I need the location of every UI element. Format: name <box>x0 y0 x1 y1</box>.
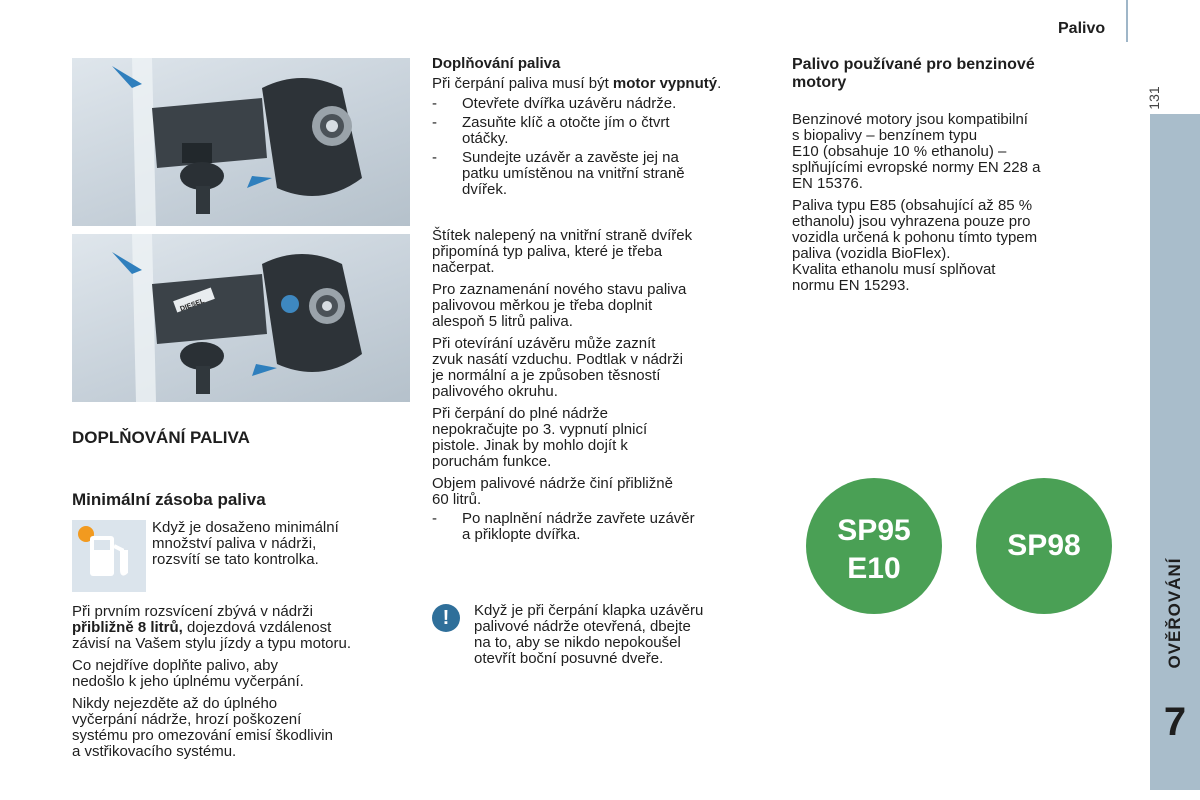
fuel-flap-photo-2 <box>72 234 410 402</box>
text-line: s biopalivy – benzínem typu <box>792 127 978 144</box>
text-line: závisí na Vašem stylu jízdy a typu motoru. <box>72 635 352 652</box>
paragraph-full-tank <box>432 406 777 470</box>
paragraph-biofuels <box>792 112 1137 192</box>
step-line: otáčky. <box>462 130 509 147</box>
middle-heading: Doplňování paliva <box>432 55 561 72</box>
text-line: pistole. Jinak by mohlo dojít k <box>432 437 628 454</box>
step-line: Sundejte uzávěr a zavěste jej na <box>462 149 679 166</box>
warning-line: Když je dosaženo minimální <box>152 519 339 536</box>
text-line: připomíná typ paliva, které je třeba <box>432 243 663 260</box>
text-line: Co nejdříve doplňte palivo, aby <box>72 657 278 674</box>
intro-text: Při čerpání paliva musí být <box>432 75 613 92</box>
step-line: dvířek. <box>462 181 508 198</box>
info-note <box>474 603 774 667</box>
text-line: normu EN 15293. <box>792 277 910 294</box>
paragraph-never-empty <box>72 696 417 760</box>
text-line: vyčerpání nádrže, hrozí poškození <box>72 711 302 728</box>
badge-line: E10 <box>847 552 901 585</box>
text-line: 60 litrů. <box>432 491 482 508</box>
step-dash: - <box>432 95 437 112</box>
step-item <box>432 511 777 543</box>
text-line: poruchám funkce. <box>432 453 552 470</box>
bold-amount: přibližně 8 litrů, <box>72 619 183 636</box>
warning-line: rozsvítí se tato kontrolka. <box>152 551 319 568</box>
text-line: palivové nádrže otevřená, dbejte <box>474 618 691 635</box>
fuel-flap-photo-1 <box>72 58 410 226</box>
paragraph-label <box>432 228 777 276</box>
text-line: načerpat. <box>432 259 495 276</box>
text-line: Když je při čerpání klapka uzávěru <box>474 602 704 619</box>
section-title: Palivo <box>1058 20 1106 37</box>
step-line: Po naplnění nádrže zavřete uzávěr <box>462 510 695 527</box>
middle-column <box>432 56 777 546</box>
text-line: E10 (obsahuje 10 % ethanolu) – <box>792 143 1007 160</box>
text-line: EN 15376. <box>792 175 863 192</box>
text-line: je normální a je způsoben těsností <box>432 367 661 384</box>
step-item <box>432 150 777 198</box>
subheading-min-reserve: Minimální zásoba paliva <box>72 490 266 509</box>
exclamation-info-icon: ! <box>432 604 460 632</box>
text-line-mixed: přibližně 8 litrů, dojezdová vzdálenost <box>72 619 332 636</box>
text-line: Benzinové motory jsou kompatibilní <box>792 111 1028 128</box>
text-line: Při prvním rozsvícení zbývá v nádrži <box>72 603 313 620</box>
text-line: vozidla určená k pohonu tímto typem <box>792 229 1038 246</box>
step-dash: - <box>432 510 437 527</box>
fuel-warning-lamp-box <box>72 520 146 592</box>
text-line: nedošlo k jeho úplnému vyčerpání. <box>72 673 304 690</box>
step-line: Otevřete dvířka uzávěru nádrže. <box>462 95 677 112</box>
paragraph-gauge <box>432 282 777 330</box>
badge-line: SP95 <box>837 514 911 547</box>
intro-bold: motor vypnutý <box>612 75 718 92</box>
step-item <box>432 115 777 147</box>
fuel-badge-sp98: SP98 <box>976 478 1112 614</box>
warning-text <box>152 520 402 568</box>
step-line: patku umístěnou na vnitřní straně <box>462 165 685 182</box>
text-line: na to, aby se nikdo nepokoušel <box>474 634 681 651</box>
text-line: splňujícími evropské normy EN 228 a <box>792 159 1041 176</box>
text-line: systému pro omezování emisí škodlivin <box>72 727 333 744</box>
intro-end: . <box>717 75 722 92</box>
text-line: paliva (vozidla BioFlex). <box>792 245 951 262</box>
left-paragraphs <box>72 604 417 766</box>
text-line: nepokračujte po 3. vypnutí plnicí <box>432 421 648 438</box>
text-line: ethanolu) jsou vyhrazena pouze pro <box>792 213 1031 230</box>
step-line: a přiklopte dvířka. <box>462 526 581 543</box>
right-heading <box>792 56 1137 92</box>
chapter-number: 7 <box>1163 700 1187 744</box>
intro-paragraph <box>432 76 777 92</box>
text-line: a vstřikovacího systému. <box>72 743 237 760</box>
main-heading: DOPLŇOVÁNÍ PALIVA <box>72 428 250 447</box>
header-divider <box>1126 0 1128 42</box>
text-line: Pro zaznamenání nového stavu paliva <box>432 281 687 298</box>
step-line: Zasuňte klíč a otočte jím o čtvrt <box>462 114 670 131</box>
text-line: palivovou měrkou je třeba doplnit <box>432 297 653 314</box>
paragraph-capacity <box>432 476 777 508</box>
diesel-label-text: DIESEL <box>179 297 206 313</box>
warning-line: množství paliva v nádrži, <box>152 535 317 552</box>
text-line: alespoň 5 litrů paliva. <box>432 313 573 330</box>
fuel-flap-illustration-2 <box>72 234 410 402</box>
text-line: Nikdy nejezděte až do úplného <box>72 695 278 712</box>
step-dash: - <box>432 149 437 166</box>
right-column <box>792 56 1137 300</box>
text-line: Kvalita ethanolu musí splňovat <box>792 261 996 278</box>
text-line: Při čerpání do plné nádrže <box>432 405 608 422</box>
chapter-label: OVĚŘOVÁNÍ <box>1165 557 1184 669</box>
heading-line: motory <box>792 74 847 91</box>
heading-line: Palivo používané pro benzinové <box>792 56 1035 73</box>
step-dash: - <box>432 114 437 131</box>
text-line: Při otevírání uzávěru může zaznít <box>432 335 656 352</box>
fuel-flap-illustration-1 <box>72 58 410 226</box>
text-line: Paliva typu E85 (obsahující až 85 % <box>792 197 1033 214</box>
text-line: Objem palivové nádrže činí přibližně <box>432 475 673 492</box>
text-line: zvuk nasátí vzduchu. Podtlak v nádrži <box>432 351 683 368</box>
step-item <box>432 96 777 112</box>
fuel-pump-icon <box>72 520 146 592</box>
paragraph-remaining-fuel <box>72 604 417 652</box>
text-line: Štítek nalepený na vnitřní straně dvířek <box>432 227 693 244</box>
paragraph-e85 <box>792 198 1137 294</box>
page-number: 131 <box>1146 86 1162 110</box>
text-line: palivového okruhu. <box>432 383 558 400</box>
fuel-badge-sp95-e10 <box>806 478 942 614</box>
paragraph-refuel-asap <box>72 658 417 690</box>
paragraph-air-sound <box>432 336 777 400</box>
text-line: otevřít boční posuvné dveře. <box>474 650 664 667</box>
